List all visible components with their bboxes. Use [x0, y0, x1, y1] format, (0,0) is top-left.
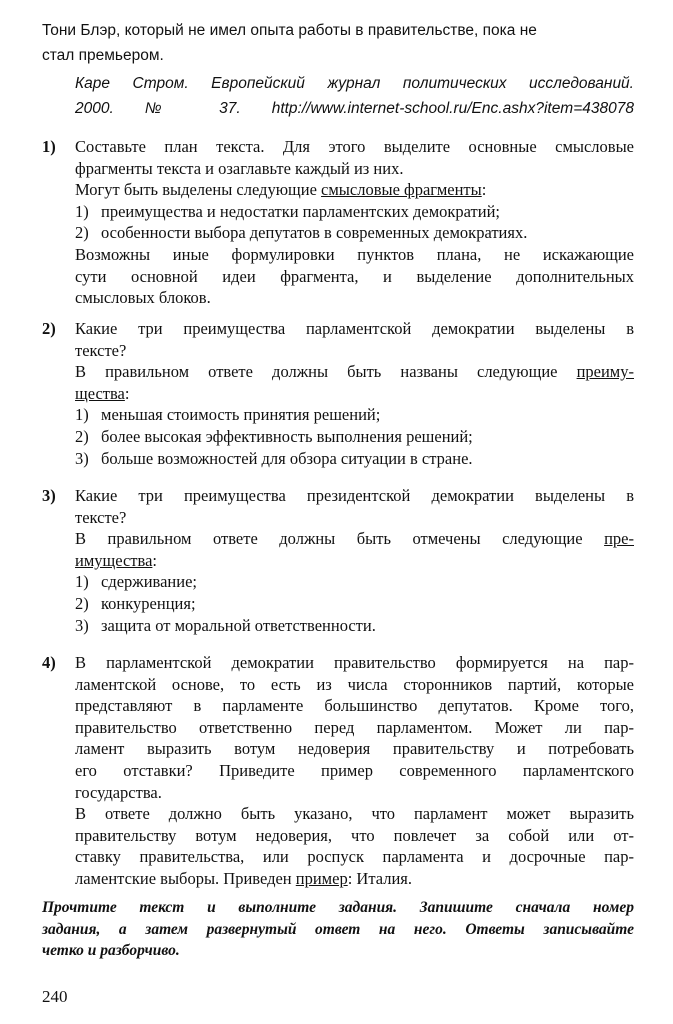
list-item [75, 201, 634, 223]
line-text: тексте? [75, 507, 127, 527]
text-line [75, 695, 634, 717]
list-number: 1) [75, 572, 89, 592]
list-item [75, 571, 634, 593]
line-text: защита от моральной ответственности. [101, 615, 376, 635]
list-number: 2) [75, 223, 89, 243]
instruction-line: четко и разборчиво. [42, 942, 180, 959]
underlined-term: преиму- [576, 362, 634, 382]
line-text: В правильном ответе должны быть отмечены следующие [75, 529, 605, 549]
list-item [75, 404, 634, 426]
line-text: Могут быть выделены следующие [75, 180, 322, 200]
line-text: : [152, 550, 157, 570]
text-line [75, 868, 634, 890]
line-text: особенности выбора депутатов в современных демократиях. [101, 223, 528, 243]
list-item [75, 222, 634, 244]
page-number: 240 [42, 987, 68, 1006]
text-line [75, 136, 634, 158]
text-line [75, 158, 634, 180]
line-text: смысловых блоков. [75, 288, 211, 308]
line-text: правительству вотум недоверия, что повлечет за собой или от- [75, 825, 634, 845]
line-text: больше возможностей для обзора ситуации в стране. [101, 448, 473, 468]
underlined-term: пре- [604, 529, 634, 549]
underlined-term: пример [295, 868, 348, 888]
text-line [75, 507, 634, 529]
text-line [75, 266, 634, 288]
task-number: 4) [42, 653, 56, 672]
list-item [75, 615, 634, 637]
line-text: ламент выразить вотум недоверия правительству и потребовать [75, 739, 634, 759]
line-text: ставку правительства, или роспуск парламента и досрочные пар- [75, 847, 634, 867]
text-line [75, 803, 634, 825]
text-line [75, 340, 634, 362]
text-line [75, 674, 634, 696]
line-text: сути основной идеи фрагмента, и выделение дополнительных [75, 266, 634, 286]
line-text: В ответе должно быть указано, что парламент может выразить [75, 804, 634, 824]
text-line [75, 361, 634, 383]
line-text: фрагменты текста и озаглавьте каждый из них. [75, 158, 404, 178]
instructions [42, 897, 634, 962]
text-line [75, 179, 634, 201]
text-line [75, 652, 634, 674]
line-text: Составьте план текста. Для этого выделите основные смысловые [75, 137, 634, 156]
line-text: : [124, 383, 130, 403]
list-number: 1) [75, 201, 89, 221]
list-number: 2) [75, 593, 89, 613]
list-number: 1) [75, 405, 89, 425]
task-number: 3) [42, 486, 56, 505]
list-number: 2) [75, 426, 89, 446]
line-text: преимущества и недостатки парламентских демократий; [101, 201, 501, 221]
list-item [75, 448, 634, 470]
task-number: 2) [42, 319, 56, 338]
instruction-line: Прочтите текст и выполните задания. Запишите сначала номер [42, 899, 634, 916]
instruction-line: задания, а затем развернутый ответ на него. Ответы записывайте [42, 920, 634, 938]
excerpt-line: Тони Блэр, который не имел опыта работы в правительстве, пока не [42, 22, 537, 39]
line-text: Какие три преимущества парламентской демократии выделены в [75, 319, 634, 338]
line-text: его отставки? Приведите пример современного парламентского [75, 760, 634, 780]
line-text: правительство ответственно перед парламентом. Может ли пар- [75, 717, 634, 737]
line-text: Какие три преимущества президентской демократии выделены в [75, 486, 634, 505]
task-4 [42, 652, 634, 890]
line-text: ламентской основе, то есть из числа сторонников партий, которые [75, 674, 634, 694]
task-1 [42, 136, 634, 309]
line-text: В парламентской демократии правительство формируется на пар- [75, 653, 634, 672]
line-text: : Италия. [347, 868, 412, 888]
text-line [75, 738, 634, 760]
text-line [75, 485, 634, 507]
line-text: : [481, 180, 487, 200]
line-text: Возможны иные формулировки пунктов плана, не искажающие [75, 244, 634, 264]
task-2 [42, 318, 634, 469]
line-text: В правильном ответе должны быть названы следующие [75, 362, 577, 382]
citation-line: 2000. № 37. http://www.internet-school.ru/Enc.ashx?item=438078 [75, 100, 634, 117]
line-text: тексте? [75, 340, 127, 360]
text-line [75, 383, 634, 405]
text-line [75, 760, 634, 782]
line-text: сдерживание; [101, 572, 197, 592]
text-line [75, 287, 634, 309]
source-excerpt [42, 18, 634, 121]
line-text: конкуренция; [101, 593, 196, 613]
text-line [75, 825, 634, 847]
text-line [75, 528, 634, 550]
citation-line: Каре Стром. Европейский журнал политических исследований. [75, 75, 634, 92]
text-line [75, 550, 634, 572]
list-item [75, 593, 634, 615]
task-number: 1) [42, 137, 56, 156]
list-number: 3) [75, 615, 89, 635]
underlined-term: смысловые фрагменты [321, 180, 482, 200]
text-line [75, 244, 634, 266]
list-item [75, 426, 634, 448]
text-line [75, 782, 634, 804]
line-text: более высокая эффективность выполнения решений; [101, 426, 473, 446]
list-number: 3) [75, 448, 89, 468]
line-text: представляют в парламенте большинство депутатов. Кроме того, [75, 696, 634, 716]
underlined-term: имущества [75, 550, 153, 570]
task-3 [42, 485, 634, 636]
text-line [75, 318, 634, 340]
line-text: государства. [75, 782, 162, 802]
line-text: меньшая стоимость принятия решений; [101, 405, 381, 425]
text-line [75, 846, 634, 868]
text-line [75, 717, 634, 739]
underlined-term: щества [75, 383, 125, 403]
line-text: ламентские выборы. Приведен [75, 868, 296, 888]
excerpt-line: стал премьером. [42, 47, 164, 64]
